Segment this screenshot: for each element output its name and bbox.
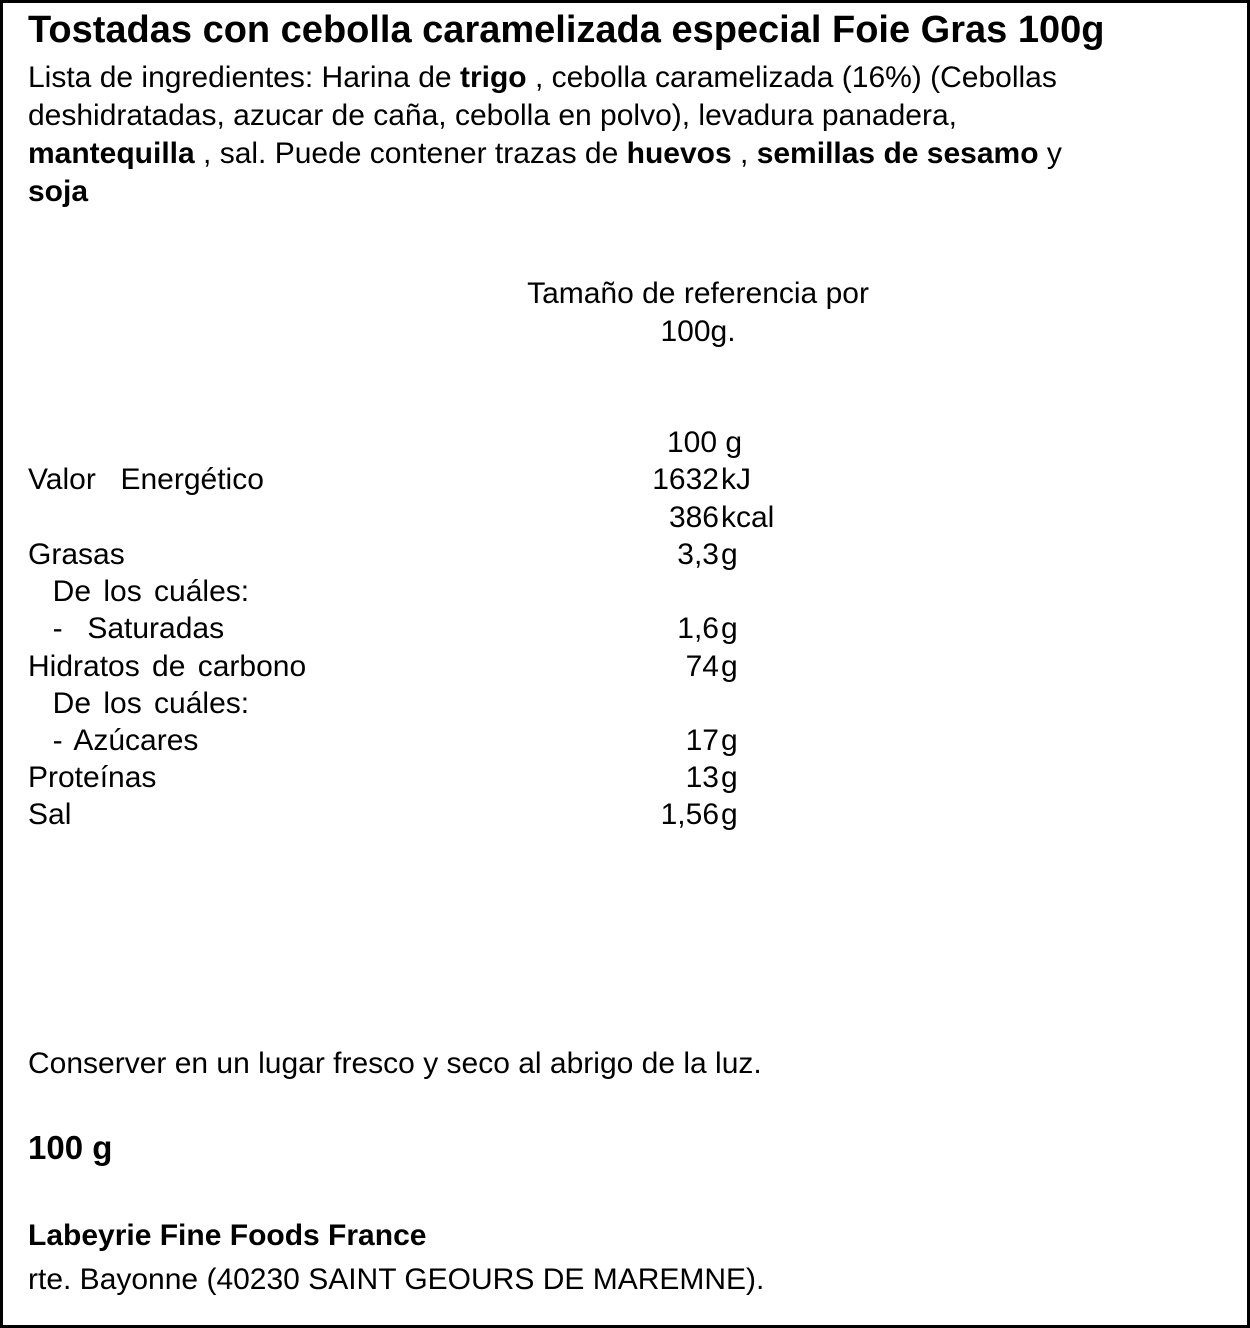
- nutrition-value-carbs: 74: [685, 650, 719, 683]
- nutrition-label-of-which-fat: De los cuáles:: [28, 575, 250, 608]
- storage-instructions: Conserver en un lugar fresco y seco al abrigo de la luz.: [28, 1047, 762, 1080]
- nutrition-value-saturated: 1,6: [677, 612, 719, 645]
- nutrition-label-carbs: Hidratos de carbono: [28, 650, 307, 683]
- nutrition-label-energy: Valor Energético: [28, 463, 264, 496]
- reference-size: [453, 275, 943, 351]
- allergen-sesamo: semillas de sesamo: [756, 137, 1039, 170]
- ingredients-line-3: [28, 135, 1223, 173]
- ingredients-text: y: [1038, 137, 1062, 170]
- product-title: Tostadas con cebolla caramelizada especial Foie Gras 100g: [28, 9, 1105, 51]
- nutrition-label-fat: Grasas: [28, 538, 125, 571]
- nutrition-unit-kj: kJ: [721, 463, 751, 496]
- nutrition-unit-saturated: g: [721, 612, 738, 645]
- company-address: rte. Bayonne (40230 SAINT GEOURS DE MAREMNE).: [28, 1263, 765, 1296]
- reference-size-line-1: Tamaño de referencia por: [527, 277, 869, 310]
- allergen-trigo: trigo: [459, 61, 527, 94]
- nutrition-value-sugars: 17: [685, 724, 719, 757]
- nutrition-unit-kcal: kcal: [721, 501, 775, 534]
- allergen-soja: soja: [28, 175, 89, 208]
- company-name: Labeyrie Fine Foods France: [28, 1219, 427, 1252]
- ingredients-line-2: deshidratadas, azucar de caña, cebolla en polvo), levadura panadera,: [28, 99, 957, 132]
- ingredients-line-4: [28, 173, 1223, 211]
- nutrition-unit-sugars: g: [721, 724, 738, 757]
- nutrition-column-header: 100 g: [667, 426, 743, 459]
- nutrition-value-energy-kj: 1632: [652, 463, 719, 496]
- ingredients-list: [28, 59, 1223, 211]
- nutrition-unit-fat: g: [721, 538, 738, 571]
- nutrition-unit-protein: g: [721, 761, 738, 794]
- ingredients-text: , cebolla caramelizada (16%) (Cebollas: [526, 61, 1057, 94]
- nutrition-unit-salt: g: [721, 798, 738, 831]
- reference-size-line-2: 100g.: [660, 315, 736, 348]
- allergen-huevos: huevos: [626, 137, 732, 170]
- ingredients-text: ,: [731, 137, 757, 170]
- net-weight: 100 g: [28, 1129, 113, 1166]
- nutrition-label-salt: Sal: [28, 798, 72, 831]
- nutrition-value-salt: 1,56: [660, 798, 719, 831]
- nutrition-value-protein: 13: [685, 761, 719, 794]
- nutrition-label-protein: Proteínas: [28, 761, 157, 794]
- nutrition-label-sugars: - Azúcares: [28, 724, 199, 757]
- allergen-mantequilla: mantequilla: [28, 137, 195, 170]
- ingredients-text: , sal. Puede contener trazas de: [194, 137, 627, 170]
- nutrition-label-saturated: - Saturadas: [28, 612, 225, 645]
- ingredients-text: Lista de ingredientes: Harina de: [28, 61, 460, 94]
- nutrition-value-energy-kcal: 386: [668, 501, 719, 534]
- nutrition-value-fat: 3,3: [677, 538, 719, 571]
- ingredients-line-1: [28, 59, 1223, 97]
- nutrition-unit-carbs: g: [721, 650, 738, 683]
- nutrition-label-of-which-carbs: De los cuáles:: [28, 687, 250, 720]
